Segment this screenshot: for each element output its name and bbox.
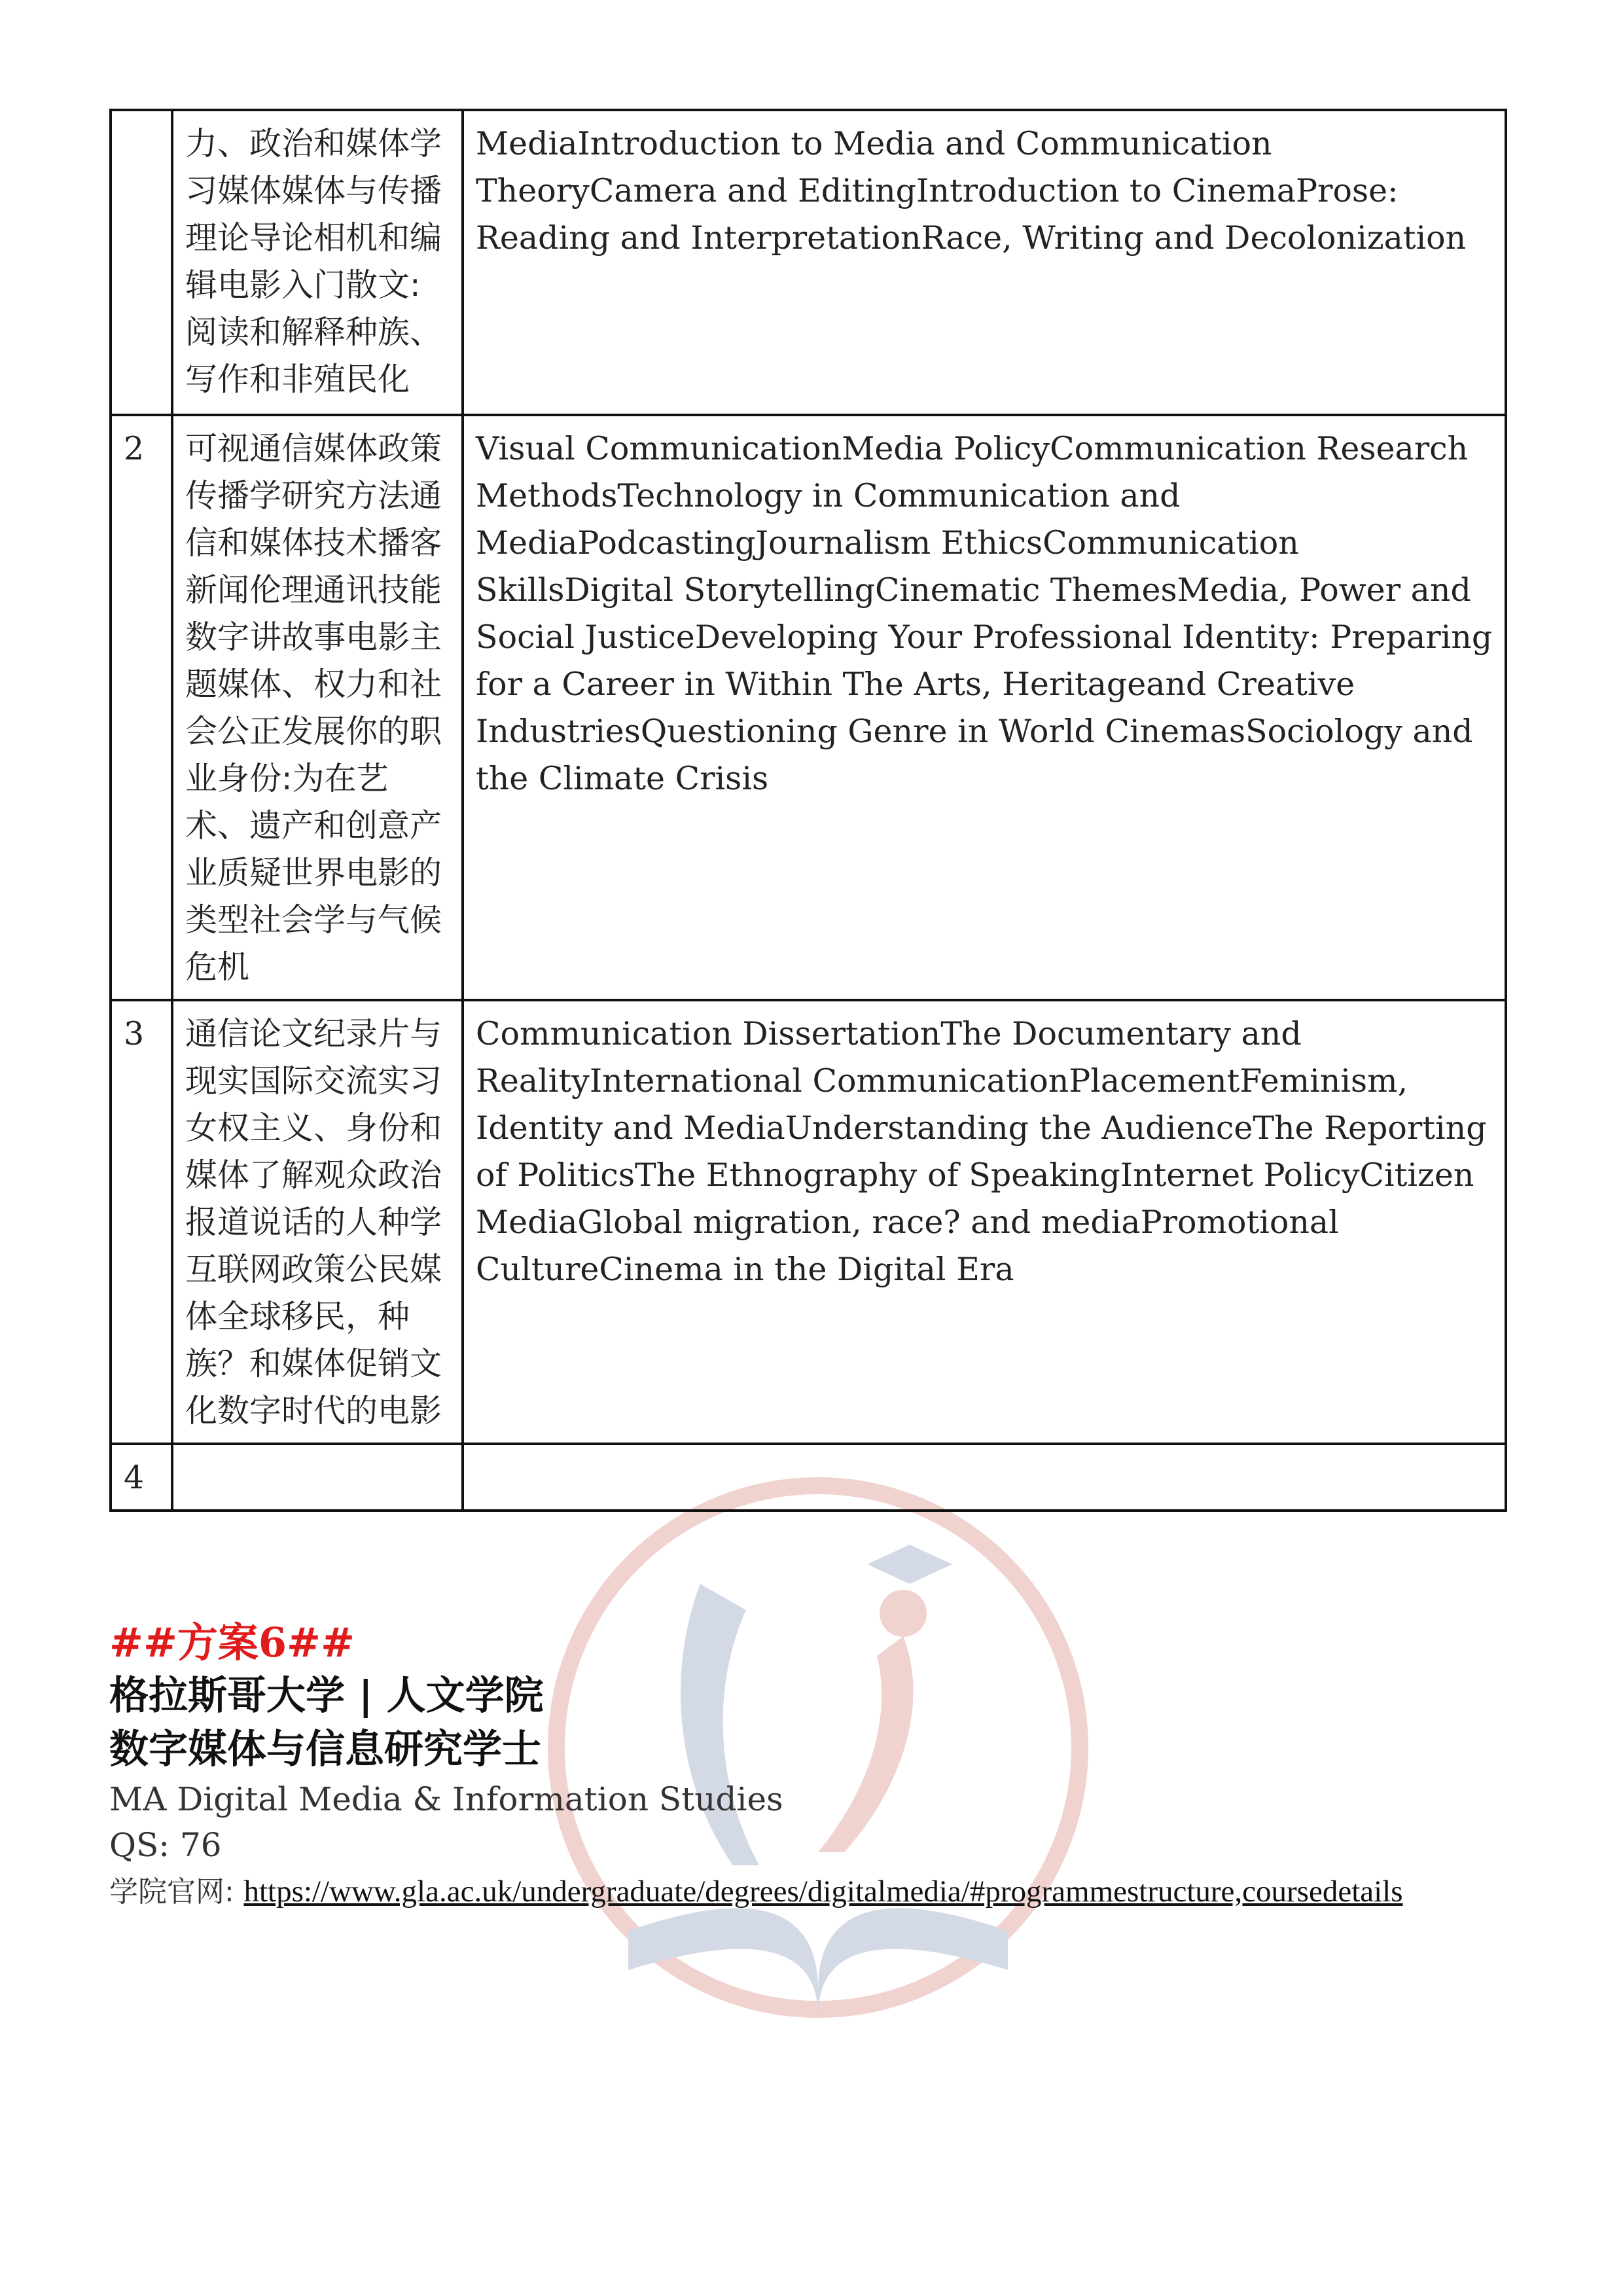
course-list-en: MediaIntroduction to Media and Communication TheoryCamera and EditingIntroduction to CinemaProse: Reading and InterpretationRace, Writing and Decolonization xyxy=(463,110,1506,415)
table-row xyxy=(111,415,1506,1000)
qs-ranking: QS: 76 xyxy=(109,1826,222,1864)
degree-title-zh: 数字媒体与信息研究学士 xyxy=(109,1727,541,1772)
year-cell: 4 xyxy=(111,1444,172,1511)
table-row xyxy=(111,1444,1506,1511)
degree-title-en: MA Digital Media & Information Studies xyxy=(109,1780,783,1818)
table-row xyxy=(111,1000,1506,1444)
course-list-en: Communication DissertationThe Documentary and RealityInternational CommunicationPlacementFeminism, Identity and MediaUnderstanding the AudienceThe Reporting of PoliticsThe Ethnography of SpeakingInternet PolicyCitizen MediaGlobal migration, race? and mediaPromotional CultureCinema in the Digital Era xyxy=(463,1000,1506,1444)
course-list-zh: 通信论文纪录片与现实国际交流实习女权主义、身份和媒体了解观众政治报道说话的人种学互联网政策公民媒体全球移民，种族？和媒体促销文化数字时代的电影 xyxy=(172,1000,463,1444)
course-list-zh: 可视通信媒体政策传播学研究方法通信和媒体技术播客新闻伦理通讯技能数字讲故事电影主题媒体、权力和社会公正发展你的职业身份:为在艺术、遗产和创意产业质疑世界电影的类型社会学与气候危机 xyxy=(172,415,463,1000)
course-list-zh xyxy=(172,1444,463,1511)
year-cell: 3 xyxy=(111,1000,172,1444)
course-list-en: Visual CommunicationMedia PolicyCommunication Research MethodsTechnology in Communication and MediaPodcastingJournalism EthicsCommunication SkillsDigital StorytellingCinematic ThemesMedia, Power and Social JusticeDeveloping Your Professional Identity: Preparing for a Career in Within The Arts, Heritageand Creative IndustriesQuestioning Genre in World CinemasSociology and the Climate Crisis xyxy=(463,415,1506,1000)
website-line xyxy=(109,1868,1582,1915)
plan-section xyxy=(109,1617,1582,1915)
course-list-zh: 力、政治和媒体学习媒体媒体与传播理论导论相机和编辑电影入门散文:阅读和解释种族、写作和非殖民化 xyxy=(172,110,463,415)
course-list-en xyxy=(463,1444,1506,1511)
university-name: 格拉斯哥大学 | 人文学院 xyxy=(109,1673,544,1719)
year-cell xyxy=(111,110,172,415)
website-link[interactable]: https://www.gla.ac.uk/undergraduate/degrees/digitalmedia/#programmestructure,coursedetails xyxy=(243,1874,1403,1909)
course-table xyxy=(109,109,1507,1512)
plan-tag: ##方案6## xyxy=(109,1619,355,1666)
year-cell: 2 xyxy=(111,415,172,1000)
table-row xyxy=(111,110,1506,415)
website-label: 学院官网: xyxy=(109,1875,234,1909)
